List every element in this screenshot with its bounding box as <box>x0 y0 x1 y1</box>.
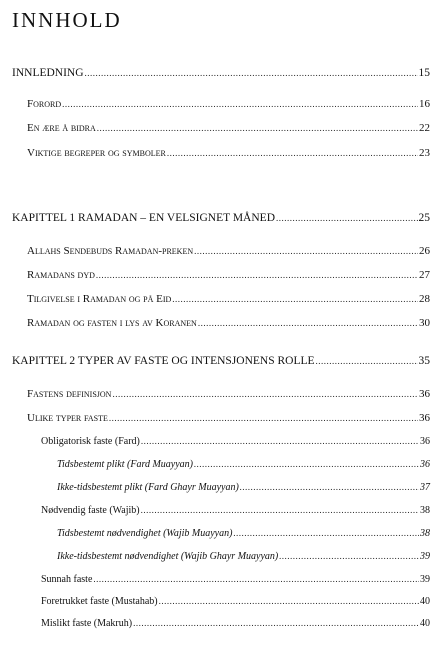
toc-entry-koranen[interactable] <box>27 317 430 330</box>
toc-entry-tilgivelse[interactable] <box>27 293 430 306</box>
dot-leader <box>159 595 419 608</box>
toc-entry-page: 38 <box>420 528 430 539</box>
dot-leader <box>194 458 419 471</box>
dot-leader <box>194 245 418 258</box>
page-title: INNHOLD <box>12 8 122 32</box>
toc-entry-begreper[interactable] <box>27 147 430 160</box>
dot-leader <box>198 317 418 330</box>
toc-entry-label: Ulike typer faste <box>27 412 108 424</box>
toc-entry-label: Ikke-tidsbestemt plikt (Fard Ghayr Muayyan) <box>57 482 239 493</box>
dot-leader <box>141 435 419 448</box>
dot-leader <box>167 147 418 160</box>
toc-entry-label: Ramadan og fasten i lys av Koranen <box>27 317 197 329</box>
dot-leader <box>97 122 418 135</box>
toc-entry-ulike-typer[interactable] <box>27 412 430 425</box>
toc-entry-label: Ramadans dyd <box>27 269 95 281</box>
toc-entry-label: Allahs Sendebuds Ramadan-preken <box>27 245 194 257</box>
dot-leader <box>240 481 419 494</box>
toc-entry-fastens-definisjon[interactable] <box>27 388 430 401</box>
toc-entry-label: Ikke-tidsbestemt nødvendighet (Wajib Ghayr Muayyan) <box>57 551 279 562</box>
dot-leader <box>172 293 418 306</box>
toc-entry-fard-ghayr-muayyan[interactable] <box>57 481 430 494</box>
toc-entry-page: 36 <box>419 388 430 400</box>
toc-entry-label: Nødvendig faste (Wajib) <box>41 505 140 516</box>
toc-entry-label: INNLEDNING <box>12 67 84 79</box>
toc-entry-label: En ære å bidra <box>27 122 96 134</box>
dot-leader <box>112 388 418 401</box>
toc-entry-page: 28 <box>419 293 430 305</box>
toc-entry-fard-muayyan[interactable] <box>57 458 430 471</box>
toc-entry-label: Fastens definisjon <box>27 388 112 400</box>
toc-entry-label: Tidsbestemt plikt (Fard Muayyan) <box>57 459 193 470</box>
toc-entry-wajib-ghayr-muayyan[interactable] <box>57 550 430 563</box>
toc-entry-en-aere[interactable] <box>27 122 430 135</box>
toc-entry-sunnah[interactable] <box>41 573 430 586</box>
toc-entry-page: 27 <box>419 269 430 281</box>
dot-leader <box>109 412 418 425</box>
toc-entry-wajib-muayyan[interactable] <box>57 527 430 540</box>
toc-entry-nodvendig[interactable] <box>41 504 430 517</box>
toc-entry-innledning[interactable] <box>12 67 430 80</box>
toc-entry-page: 30 <box>419 317 430 329</box>
dot-leader <box>316 355 418 368</box>
toc-entry-makruh[interactable] <box>41 617 430 630</box>
dot-leader <box>93 573 419 586</box>
dot-leader <box>85 67 418 80</box>
toc-entry-page: 25 <box>418 212 430 224</box>
toc-entry-label: Viktige begreper og symboler <box>27 147 166 159</box>
toc-entry-forord[interactable] <box>27 98 430 111</box>
toc-entry-kapittel-1[interactable] <box>12 212 430 225</box>
toc-entry-page: 26 <box>419 245 430 257</box>
toc-entry-label: Sunnah faste <box>41 574 93 585</box>
dot-leader <box>279 550 419 563</box>
dot-leader <box>141 504 419 517</box>
toc-entry-ramadan-preken[interactable] <box>27 245 430 258</box>
toc-entry-page: 15 <box>418 67 430 79</box>
toc-entry-page: 38 <box>420 505 430 516</box>
toc-entry-label: Forord <box>27 98 62 110</box>
dot-leader <box>276 212 418 225</box>
toc-entry-obligatorisk[interactable] <box>41 435 430 448</box>
toc-entry-page: 16 <box>419 98 430 110</box>
dot-leader <box>233 527 419 540</box>
dot-leader <box>133 617 419 630</box>
toc-entry-label: Obligatorisk faste (Fard) <box>41 436 140 447</box>
toc-entry-page: 40 <box>420 596 430 607</box>
toc-entry-label: Foretrukket faste (Mustahab) <box>41 596 158 607</box>
toc-entry-mustahab[interactable] <box>41 595 430 608</box>
toc-entry-page: 22 <box>419 122 430 134</box>
toc-entry-page: 39 <box>420 574 430 585</box>
toc-entry-label: KAPITTEL 1 RAMADAN – EN VELSIGNET MÅNED <box>12 212 275 224</box>
toc-entry-page: 35 <box>418 355 430 367</box>
toc-entry-page: 36 <box>420 459 430 470</box>
toc-entry-label: Tilgivelse i Ramadan og på Eid <box>27 293 172 305</box>
toc-entry-label: KAPITTEL 2 TYPER AV FASTE OG INTENSJONENS ROLLE <box>12 355 315 367</box>
toc-entry-page: 23 <box>419 147 430 159</box>
toc-entry-page: 40 <box>420 618 430 629</box>
toc-entry-ramadans-dyd[interactable] <box>27 269 430 282</box>
dot-leader <box>96 269 418 282</box>
toc-entry-label: Tidsbestemt nødvendighet (Wajib Muayyan) <box>57 528 233 539</box>
toc-entry-page: 37 <box>420 482 430 493</box>
toc-entry-label: Mislikt faste (Makruh) <box>41 618 133 629</box>
dot-leader <box>62 98 418 111</box>
toc-entry-page: 36 <box>420 436 430 447</box>
toc-entry-page: 39 <box>420 551 430 562</box>
toc-entry-page: 36 <box>419 412 430 424</box>
toc-entry-kapittel-2[interactable] <box>12 355 430 368</box>
